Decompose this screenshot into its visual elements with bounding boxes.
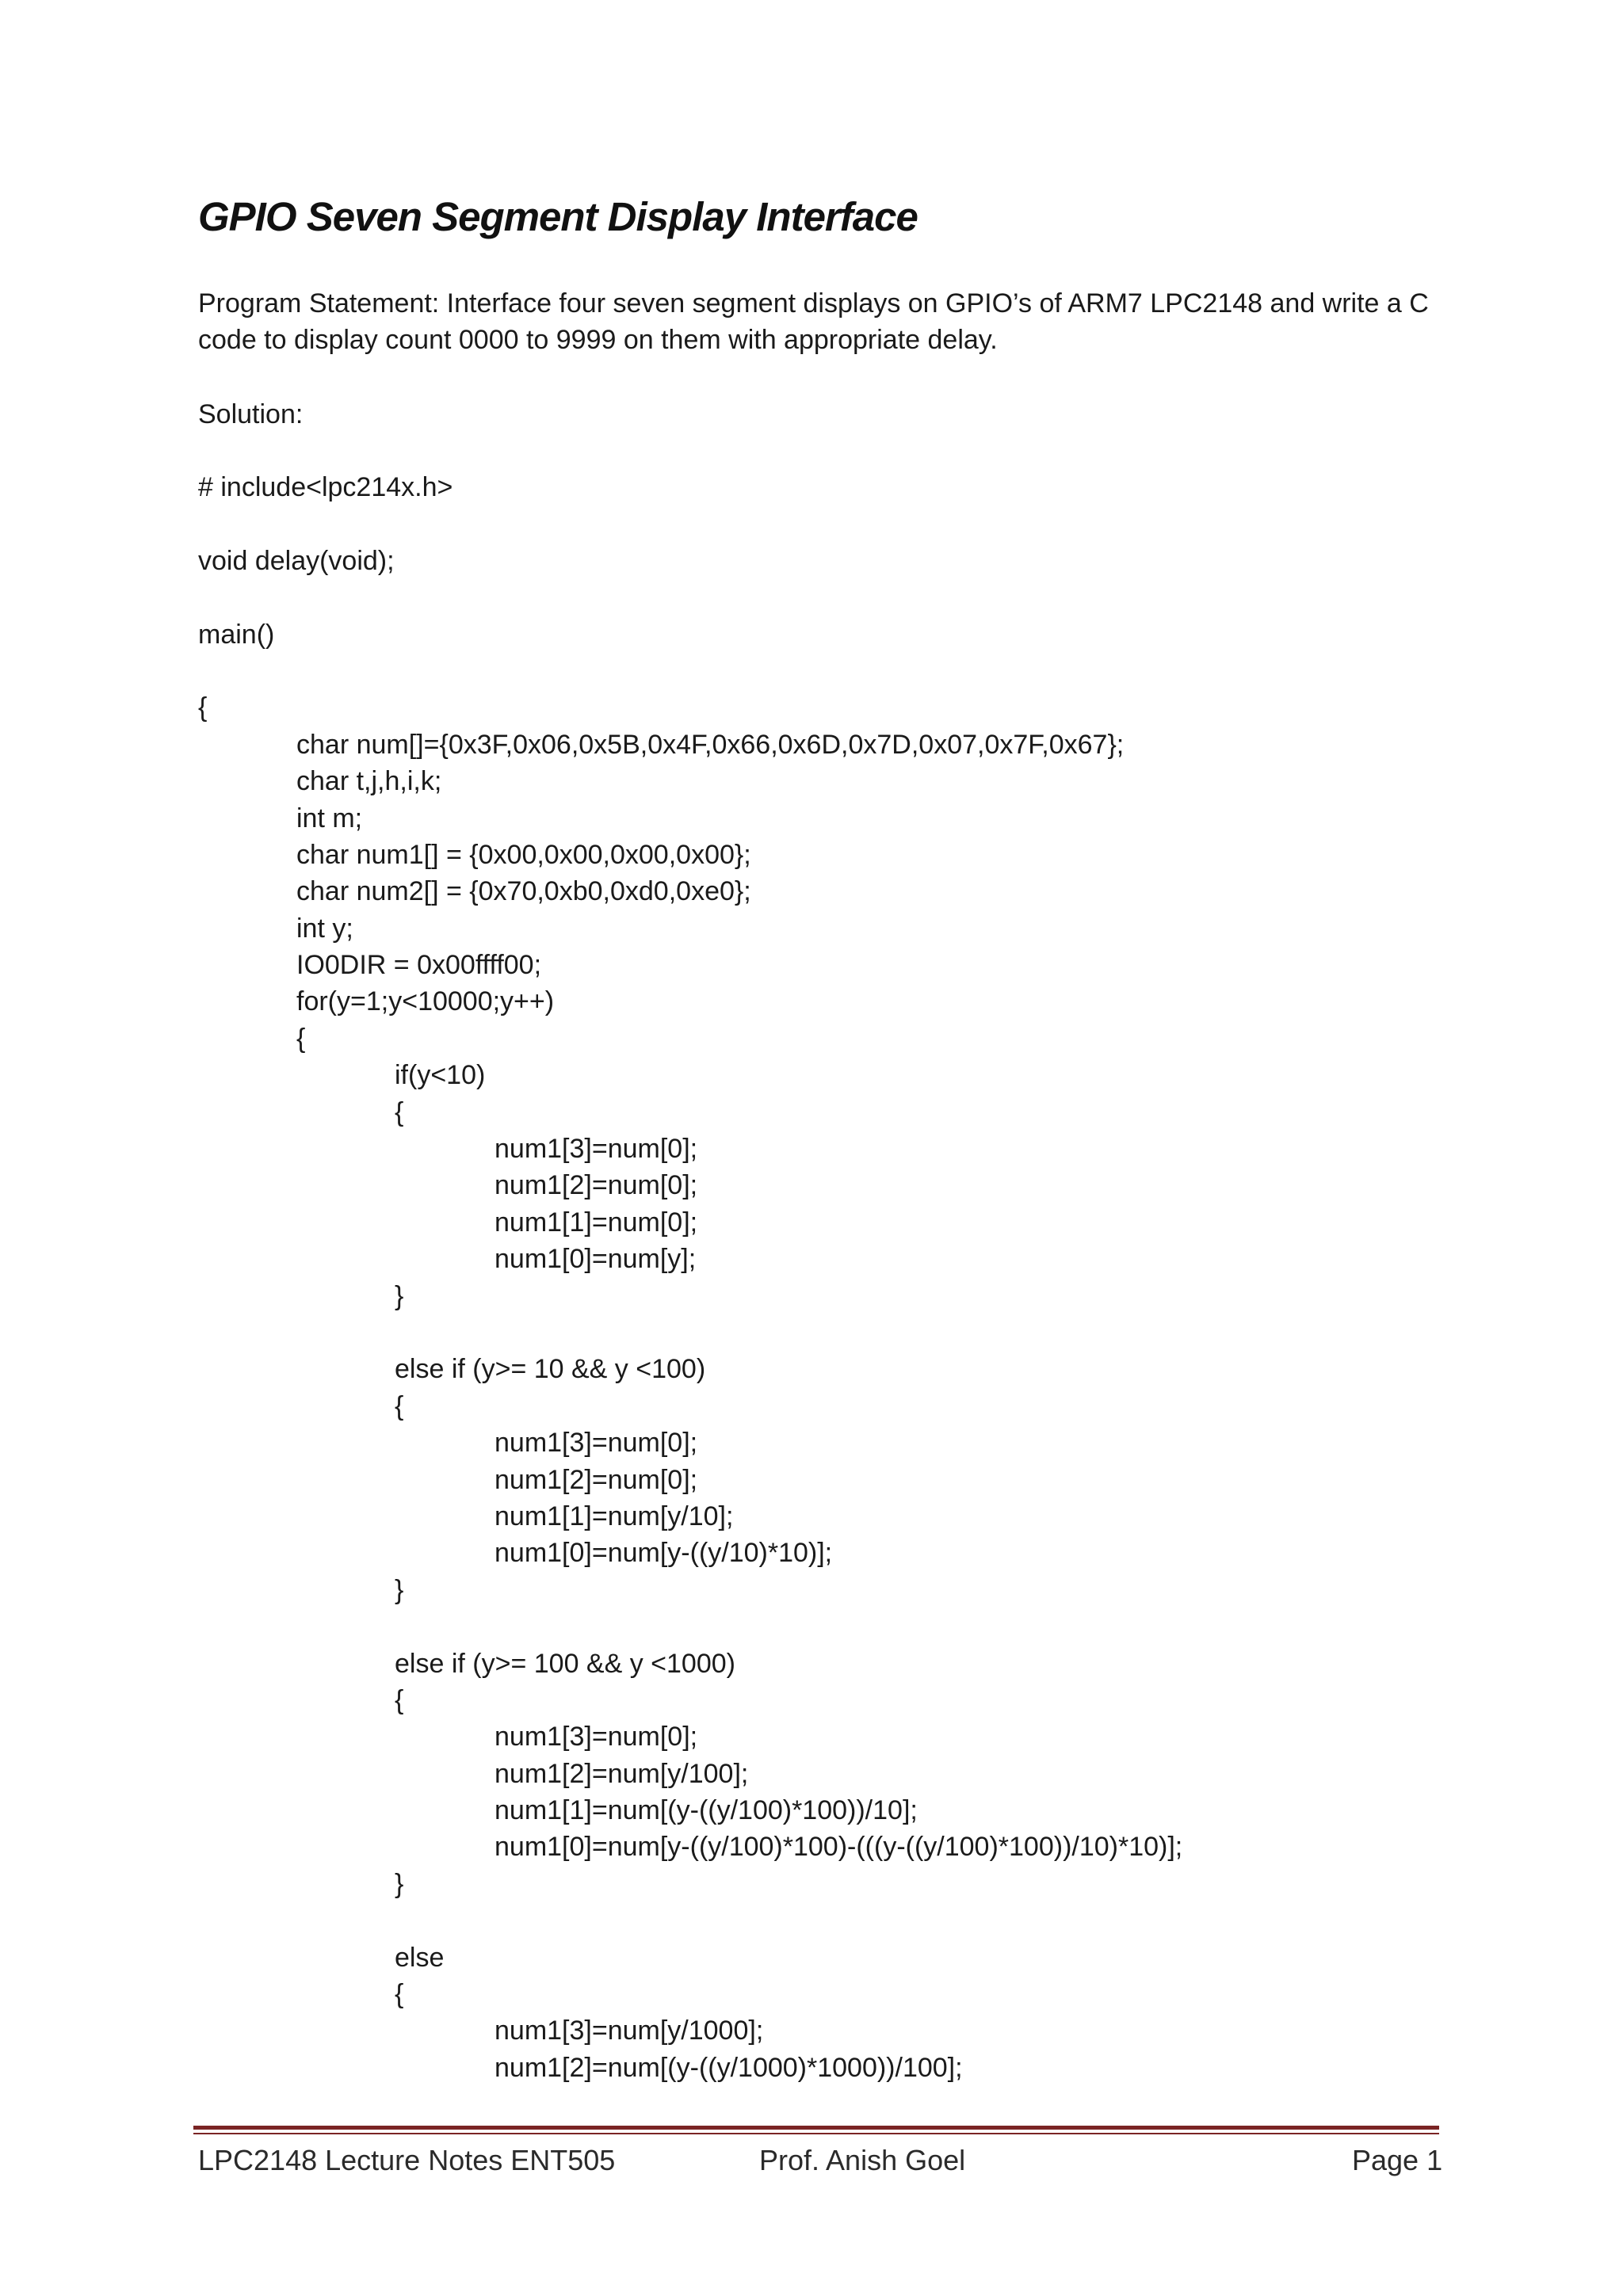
code-line: char num1[] = {0x00,0x00,0x00,0x00};	[296, 839, 751, 870]
program-statement: Program Statement: Interface four seven segment displays on GPIO’s of ARM7 LPC2148 and write a C code to display count 0000 to 9999 on them with appropriate delay.	[198, 288, 1429, 355]
code-blank-line	[198, 505, 1182, 542]
code-line: num1[3]=num[y/1000];	[495, 2016, 764, 2046]
code-blank-line	[198, 1608, 1182, 1645]
code-line: {	[395, 1684, 404, 1715]
code-line: else	[395, 1942, 445, 1973]
code-line: num1[1]=num[(y-((y/100)*100))/10];	[495, 1795, 918, 1826]
code-listing	[198, 469, 1182, 2086]
code-line: num1[0]=num[y-((y/100)*100)-(((y-((y/100)*100))/10)*10)];	[495, 1832, 1183, 1863]
code-line: num1[3]=num[0];	[495, 1428, 698, 1459]
code-line: # include<lpc214x.h>	[198, 472, 453, 502]
footer-rule-thin	[193, 2133, 1439, 2134]
code-line: IO0DIR = 0x00ffff00;	[296, 950, 542, 981]
code-line: num1[1]=num[y/10];	[495, 1501, 734, 1531]
code-blank-line	[198, 1902, 1182, 1939]
footer-course-title: LPC2148 Lecture Notes ENT505	[198, 2144, 616, 2176]
code-line: }	[395, 1574, 404, 1605]
code-line: num1[1]=num[0];	[495, 1207, 698, 1238]
footer-rule-thick	[193, 2126, 1439, 2130]
code-line: char num[]={0x3F,0x06,0x5B,0x4F,0x66,0x6D,0x7D,0x07,0x7F,0x67};	[296, 729, 1125, 760]
footer-page-number: Page 1	[1352, 2144, 1443, 2176]
code-line: num1[3]=num[0];	[495, 1722, 698, 1753]
code-line: num1[2]=num[(y-((y/1000)*1000))/100];	[495, 2052, 963, 2083]
code-line: }	[395, 1868, 404, 1899]
code-line: }	[395, 1280, 404, 1311]
code-line: num1[2]=num[0];	[495, 1170, 698, 1201]
code-line: {	[395, 1097, 404, 1127]
code-line: if(y<10)	[395, 1060, 486, 1091]
code-line: char num2[] = {0x70,0xb0,0xd0,0xe0};	[296, 876, 751, 907]
code-line: num1[0]=num[y];	[495, 1244, 697, 1275]
code-line: char t,j,h,i,k;	[296, 766, 442, 797]
code-line: else if (y>= 100 && y <1000)	[395, 1648, 735, 1679]
code-line: main()	[198, 619, 275, 650]
solution-label: Solution:	[198, 399, 304, 429]
code-line: num1[0]=num[y-((y/10)*10)];	[495, 1538, 833, 1569]
code-line: num1[2]=num[0];	[495, 1464, 698, 1495]
document-title: GPIO Seven Segment Display Interface	[198, 194, 918, 239]
code-line: int m;	[296, 803, 363, 833]
code-blank-line	[198, 653, 1182, 689]
code-blank-line	[198, 579, 1182, 616]
code-line: num1[2]=num[y/100];	[495, 1758, 749, 1789]
code-line: else if (y>= 10 && y <100)	[395, 1354, 706, 1385]
code-line: num1[3]=num[0];	[495, 1134, 698, 1165]
code-line: {	[296, 1023, 306, 1054]
code-line: {	[395, 1390, 404, 1421]
code-line: int y;	[296, 913, 353, 944]
footer-author: Prof. Anish Goel	[759, 2144, 966, 2176]
code-blank-line	[198, 1314, 1182, 1351]
code-line: void delay(void);	[198, 545, 395, 576]
code-line: for(y=1;y<10000;y++)	[296, 986, 555, 1017]
code-line: {	[198, 692, 208, 723]
code-line: {	[395, 1979, 404, 2010]
